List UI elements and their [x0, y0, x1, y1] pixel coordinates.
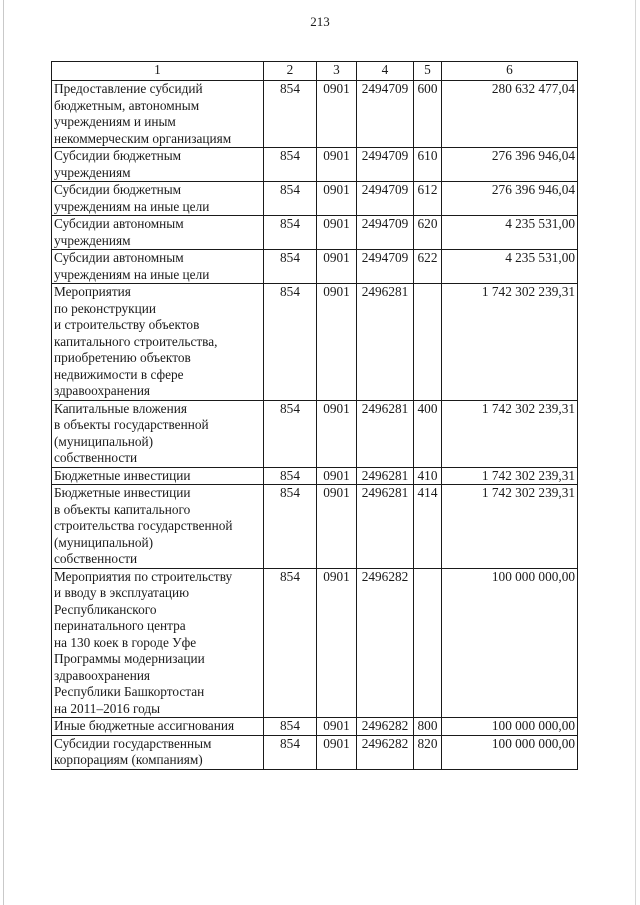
target-code-cell: 2496282: [357, 568, 414, 718]
header-col-2: 2: [264, 62, 317, 81]
row-name-line: Республиканского: [54, 601, 157, 617]
expense-type-cell: 610: [414, 148, 442, 182]
amount-cell: 276 396 946,04: [442, 182, 578, 216]
row-name-line: перинатального центра: [54, 618, 186, 633]
ministry-code-cell: 854: [264, 81, 317, 148]
row-name-line: некоммерческим организациям: [54, 130, 232, 146]
amount-cell: 1 742 302 239,31: [442, 284, 578, 401]
row-name-line: капитального строительства,: [54, 333, 218, 349]
row-name-line: здравоохранения: [54, 383, 151, 398]
ministry-code-cell: 854: [264, 735, 317, 769]
section-code-cell: 0901: [317, 148, 357, 182]
amount-cell: 4 235 531,00: [442, 250, 578, 284]
row-name-line: Республики Башкортостан: [54, 684, 205, 699]
row-name-line: здравоохранения: [54, 667, 151, 683]
row-name-line: Субсидии автономным: [54, 216, 184, 231]
table-row: [52, 467, 578, 485]
target-code-cell: 2494709: [357, 216, 414, 250]
row-name-line: собственности: [54, 551, 138, 566]
target-code-cell: 2494709: [357, 250, 414, 284]
row-name-line: приобретению объектов: [54, 350, 191, 365]
target-code-cell: 2496282: [357, 718, 414, 736]
amount-cell: 276 396 946,04: [442, 148, 578, 182]
section-code-cell: 0901: [317, 467, 357, 485]
row-name-line: (муниципальной): [54, 433, 154, 449]
row-name-cell: [52, 568, 264, 718]
amount-cell: 4 235 531,00: [442, 216, 578, 250]
expense-type-cell: 622: [414, 250, 442, 284]
row-name-line: на 2011–2016 годы: [54, 700, 161, 716]
table-row: [52, 250, 578, 284]
ministry-code-cell: 854: [264, 568, 317, 718]
expense-type-cell: 414: [414, 485, 442, 569]
row-name-cell: [52, 250, 264, 284]
row-name-line: Мероприятия по строительству: [54, 568, 233, 584]
ministry-code-cell: 854: [264, 182, 317, 216]
row-name-line: учреждениям: [54, 232, 131, 248]
row-name-line: по реконструкции: [54, 300, 156, 316]
table-row: [52, 148, 578, 182]
expense-type-cell: 612: [414, 182, 442, 216]
target-code-cell: 2496281: [357, 485, 414, 569]
amount-cell: 280 632 477,04: [442, 81, 578, 148]
section-code-cell: 0901: [317, 485, 357, 569]
row-name-line: в объекты государственной: [54, 417, 209, 432]
row-name-line: Субсидии государственным: [54, 735, 212, 751]
row-name-line: строительства государственной: [54, 518, 233, 533]
amount-cell: 1 742 302 239,31: [442, 485, 578, 569]
amount-cell: 100 000 000,00: [442, 568, 578, 718]
section-code-cell: 0901: [317, 400, 357, 467]
row-name-cell: [52, 735, 264, 769]
budget-table: [51, 61, 578, 770]
row-name-cell: [52, 81, 264, 148]
section-code-cell: 0901: [317, 735, 357, 769]
row-name-cell: [52, 718, 264, 736]
table-row: [52, 735, 578, 769]
target-code-cell: 2496281: [357, 400, 414, 467]
expense-type-cell: 620: [414, 216, 442, 250]
table-row: [52, 216, 578, 250]
target-code-cell: 2494709: [357, 81, 414, 148]
table-row: [52, 400, 578, 467]
row-name-line: бюджетным, автономным: [54, 97, 200, 113]
row-name-cell: [52, 485, 264, 569]
row-name-line: Субсидии бюджетным: [54, 182, 182, 197]
ministry-code-cell: 854: [264, 148, 317, 182]
section-code-cell: 0901: [317, 182, 357, 216]
table-body: [52, 81, 578, 770]
table-row: [52, 81, 578, 148]
row-name-line: корпорациям (компаниям): [54, 752, 203, 767]
expense-type-cell: 800: [414, 718, 442, 736]
row-name-line: Бюджетные инвестиции: [54, 485, 191, 500]
row-name-line: учреждениям и иным: [54, 114, 176, 129]
row-name-cell: [52, 216, 264, 250]
target-code-cell: 2496282: [357, 735, 414, 769]
row-name-line: Капитальные вложения: [54, 400, 187, 416]
header-row: [52, 62, 578, 81]
row-name-line: и вводу в эксплуатацию: [54, 585, 190, 600]
header-col-1: 1: [52, 62, 264, 81]
amount-cell: 100 000 000,00: [442, 735, 578, 769]
ministry-code-cell: 854: [264, 216, 317, 250]
ministry-code-cell: 854: [264, 250, 317, 284]
row-name-line: учреждениям на иные цели: [54, 266, 210, 282]
expense-type-cell: 820: [414, 735, 442, 769]
page-number: 213: [310, 14, 330, 29]
header-col-6: 6: [442, 62, 578, 81]
row-name-line: Бюджетные инвестиции: [54, 467, 191, 483]
section-code-cell: 0901: [317, 250, 357, 284]
target-code-cell: 2496281: [357, 467, 414, 485]
table-row: [52, 568, 578, 718]
row-name-line: (муниципальной): [54, 534, 154, 550]
target-code-cell: 2496281: [357, 284, 414, 401]
row-name-line: в объекты капитального: [54, 501, 191, 517]
table-row: [52, 284, 578, 401]
target-code-cell: 2494709: [357, 148, 414, 182]
row-name-line: учреждениям: [54, 164, 131, 180]
ministry-code-cell: 854: [264, 400, 317, 467]
row-name-line: собственности: [54, 450, 138, 465]
row-name-cell: [52, 148, 264, 182]
scan-edge-right: [635, 0, 636, 905]
row-name-line: на 130 коек в городе Уфе: [54, 634, 197, 650]
row-name-line: Мероприятия: [54, 284, 131, 299]
row-name-cell: [52, 182, 264, 216]
expense-type-cell: [414, 284, 442, 401]
section-code-cell: 0901: [317, 718, 357, 736]
row-name-line: Субсидии автономным: [54, 250, 184, 265]
expense-type-cell: [414, 568, 442, 718]
expense-type-cell: 410: [414, 467, 442, 485]
amount-cell: 1 742 302 239,31: [442, 400, 578, 467]
amount-cell: 1 742 302 239,31: [442, 467, 578, 485]
header-col-3: 3: [317, 62, 357, 81]
row-name-cell: [52, 467, 264, 485]
table-row: [52, 182, 578, 216]
header-col-4: 4: [357, 62, 414, 81]
section-code-cell: 0901: [317, 284, 357, 401]
ministry-code-cell: 854: [264, 467, 317, 485]
row-name-cell: [52, 400, 264, 467]
row-name-line: Программы модернизации: [54, 651, 205, 666]
row-name-line: учреждениям на иные цели: [54, 198, 210, 214]
row-name-cell: [52, 284, 264, 401]
expense-type-cell: 400: [414, 400, 442, 467]
section-code-cell: 0901: [317, 216, 357, 250]
target-code-cell: 2494709: [357, 182, 414, 216]
scan-edge-left: [3, 0, 4, 905]
row-name-line: Предоставление субсидий: [54, 81, 203, 96]
ministry-code-cell: 854: [264, 485, 317, 569]
section-code-cell: 0901: [317, 568, 357, 718]
expense-type-cell: 600: [414, 81, 442, 148]
ministry-code-cell: 854: [264, 718, 317, 736]
row-name-line: Иные бюджетные ассигнования: [54, 718, 235, 733]
row-name-line: и строительству объектов: [54, 317, 200, 332]
header-col-5: 5: [414, 62, 442, 81]
table-row: [52, 485, 578, 569]
ministry-code-cell: 854: [264, 284, 317, 401]
row-name-line: Субсидии бюджетным: [54, 148, 182, 163]
amount-cell: 100 000 000,00: [442, 718, 578, 736]
row-name-line: недвижимости в сфере: [54, 366, 184, 382]
table-row: [52, 718, 578, 736]
section-code-cell: 0901: [317, 81, 357, 148]
